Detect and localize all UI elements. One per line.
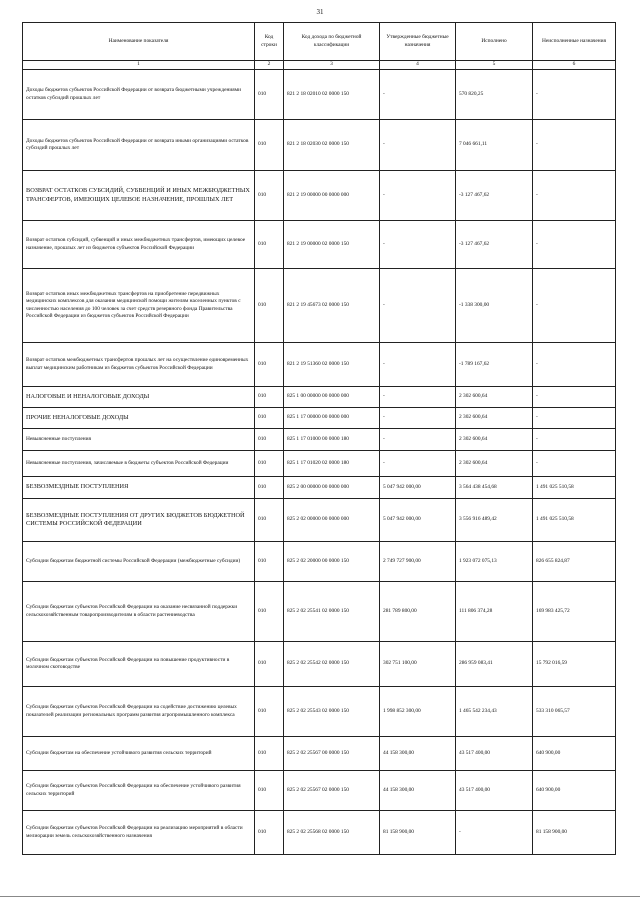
table-row: [23, 771, 616, 811]
row-approved: 1 998 852 300,00: [380, 687, 456, 737]
row-unexecuted: -: [533, 343, 616, 387]
row-line: 010: [255, 811, 284, 855]
table-row: [23, 477, 616, 499]
row-executed: 3 564 438 454,68: [456, 477, 533, 499]
row-approved: -: [380, 387, 456, 408]
page-bottom-divider: [0, 896, 640, 897]
row-line: 010: [255, 171, 284, 221]
row-unexecuted: 640 900,00: [533, 737, 616, 771]
row-line: 010: [255, 771, 284, 811]
row-unexecuted: -: [533, 171, 616, 221]
row-executed: 43 517 400,00: [456, 771, 533, 811]
row-executed: 43 517 400,00: [456, 737, 533, 771]
row-code: 825 2 02 25542 02 0000 150: [284, 642, 380, 687]
row-name: Доходы бюджетов субъектов Российской Федерации от возврата бюджетными учреждениями остатков субсидий прошлых лет: [23, 70, 255, 120]
table-row: [23, 737, 616, 771]
table-row: [23, 343, 616, 387]
row-line: 010: [255, 429, 284, 451]
header-code: Код дохода по бюджетной классификации: [284, 23, 380, 61]
row-code: 821 2 18 02010 02 0000 150: [284, 70, 380, 120]
table-row: [23, 70, 616, 120]
row-line: 010: [255, 451, 284, 477]
row-unexecuted: -: [533, 429, 616, 451]
row-approved: -: [380, 343, 456, 387]
row-code: 821 2 19 00000 00 0000 000: [284, 171, 380, 221]
row-approved: -: [380, 70, 456, 120]
row-executed: -1 789 167,62: [456, 343, 533, 387]
row-unexecuted: 81 158 900,00: [533, 811, 616, 855]
header-unexecuted: Неисполненные назначения: [533, 23, 616, 61]
table-row: [23, 811, 616, 855]
row-name: Субсидии бюджетам бюджетной системы Российской Федерации (межбюджетные субсидии): [23, 542, 255, 582]
row-name: Доходы бюджетов субъектов Российской Федерации от возврата иными организациями остатков субсидий прошлых лет: [23, 120, 255, 171]
row-code: 825 2 02 25543 02 0000 150: [284, 687, 380, 737]
row-executed: -1 338 300,00: [456, 269, 533, 343]
row-name: БЕЗВОЗМЕЗДНЫЕ ПОСТУПЛЕНИЯ: [23, 477, 255, 499]
row-name: Возврат остатков межбюджетных трансфертов прошлых лет на осуществление единовременных выплат медицинским работникам из бюджетов субъектов Российской Федерации: [23, 343, 255, 387]
table-row: [23, 451, 616, 477]
row-unexecuted: -: [533, 120, 616, 171]
row-line: 010: [255, 582, 284, 642]
row-line: 010: [255, 120, 284, 171]
row-name: Субсидии бюджетам субъектов Российской Федерации на содействие достижению целевых показателей реализации региональных программ развития агропромышленного комплекса: [23, 687, 255, 737]
row-executed: 1 923 072 075,13: [456, 542, 533, 582]
row-line: 010: [255, 408, 284, 429]
column-number-row: [23, 61, 616, 70]
row-code: 825 2 02 25568 02 0000 150: [284, 811, 380, 855]
row-executed: 111 806 374,28: [456, 582, 533, 642]
row-line: 010: [255, 687, 284, 737]
row-approved: -: [380, 269, 456, 343]
row-unexecuted: -: [533, 70, 616, 120]
row-unexecuted: 1 491 025 510,58: [533, 499, 616, 542]
row-code: 825 1 17 00000 00 0000 000: [284, 408, 380, 429]
row-unexecuted: 826 655 824,87: [533, 542, 616, 582]
row-name: Возврат остатков иных межбюджетных трансфертов на приобретение передвижных медицинских комплексов для оказания медицинской помощи жителям населенных пунктов с численностью населения до 100 человек за счет средств резервного фонда Правительства Российской Федерации из бюджетов субъектов Российской Федерации: [23, 269, 255, 343]
row-approved: 44 158 300,00: [380, 771, 456, 811]
row-executed: 1 465 542 234,43: [456, 687, 533, 737]
row-line: 010: [255, 221, 284, 269]
row-executed: 3 556 916 489,42: [456, 499, 533, 542]
row-line: 010: [255, 499, 284, 542]
row-unexecuted: -: [533, 408, 616, 429]
row-executed: 2 302 600,64: [456, 387, 533, 408]
col-number: 4: [380, 61, 456, 70]
table-row: [23, 269, 616, 343]
row-executed: 7 046 661,11: [456, 120, 533, 171]
row-code: 825 2 02 20000 00 0000 150: [284, 542, 380, 582]
row-code: 821 2 19 51360 02 0000 150: [284, 343, 380, 387]
table-row: [23, 221, 616, 269]
row-approved: -: [380, 429, 456, 451]
table-row: [23, 120, 616, 171]
row-name: ВОЗВРАТ ОСТАТКОВ СУБСИДИЙ, СУБВЕНЦИЙ И ИНЫХ МЕЖБЮДЖЕТНЫХ ТРАНСФЕРТОВ, ИМЕЮЩИХ ЦЕЛЕВОЕ НАЗНАЧЕНИЕ, ПРОШЛЫХ ЛЕТ: [23, 171, 255, 221]
row-code: 821 2 19 45673 02 0000 150: [284, 269, 380, 343]
row-name: Субсидии бюджетам субъектов Российской Федерации на реализацию мероприятий в области мелиорации земель сельскохозяйственного назначения: [23, 811, 255, 855]
row-code: 825 2 02 00000 00 0000 000: [284, 499, 380, 542]
header-line: Код строки: [255, 23, 284, 61]
row-code: 825 2 00 00000 00 0000 000: [284, 477, 380, 499]
row-line: 010: [255, 269, 284, 343]
row-executed: 570 820,25: [456, 70, 533, 120]
row-name: Субсидии бюджетам на обеспечение устойчивого развития сельских территорий: [23, 737, 255, 771]
row-name: Невыясненные поступления, зачисляемые в бюджеты субъектов Российской Федерации: [23, 451, 255, 477]
row-executed: 286 959 083,41: [456, 642, 533, 687]
row-approved: -: [380, 451, 456, 477]
row-code: 825 1 00 00000 00 0000 000: [284, 387, 380, 408]
row-executed: -3 127 467,62: [456, 221, 533, 269]
table-row: [23, 687, 616, 737]
row-approved: 302 751 100,00: [380, 642, 456, 687]
row-line: 010: [255, 387, 284, 408]
row-code: 821 2 18 02030 02 0000 150: [284, 120, 380, 171]
row-line: 010: [255, 343, 284, 387]
row-approved: 81 158 900,00: [380, 811, 456, 855]
row-code: 825 2 02 25541 02 0000 150: [284, 582, 380, 642]
row-code: 821 2 19 00000 02 0000 150: [284, 221, 380, 269]
row-code: 825 1 17 01020 02 0000 180: [284, 451, 380, 477]
row-unexecuted: -: [533, 221, 616, 269]
row-code: 825 2 02 25567 02 0000 150: [284, 771, 380, 811]
row-approved: -: [380, 120, 456, 171]
row-code: 825 2 02 25567 00 0000 150: [284, 737, 380, 771]
table-row: [23, 171, 616, 221]
row-unexecuted: -: [533, 387, 616, 408]
row-approved: 281 789 800,00: [380, 582, 456, 642]
row-executed: -3 127 467,62: [456, 171, 533, 221]
row-approved: 2 749 727 900,00: [380, 542, 456, 582]
row-unexecuted: 640 900,00: [533, 771, 616, 811]
row-unexecuted: -: [533, 269, 616, 343]
col-number: 5: [456, 61, 533, 70]
table-row: [23, 542, 616, 582]
row-unexecuted: -: [533, 451, 616, 477]
row-unexecuted: 15 792 016,59: [533, 642, 616, 687]
table-row: [23, 429, 616, 451]
row-line: 010: [255, 542, 284, 582]
table-header-row: [23, 23, 616, 61]
col-number: 2: [255, 61, 284, 70]
row-unexecuted: 1 491 025 510,58: [533, 477, 616, 499]
header-name: Наименование показателя: [23, 23, 255, 61]
row-approved: 44 158 300,00: [380, 737, 456, 771]
row-unexecuted: 169 983 425,72: [533, 582, 616, 642]
page-number: 31: [316, 8, 324, 16]
row-executed: -: [456, 811, 533, 855]
col-number: 1: [23, 61, 255, 70]
table-row: [23, 642, 616, 687]
row-name: НАЛОГОВЫЕ И НЕНАЛОГОВЫЕ ДОХОДЫ: [23, 387, 255, 408]
row-name: Невыясненные поступления: [23, 429, 255, 451]
row-executed: 2 302 600,64: [456, 429, 533, 451]
income-table: [22, 22, 616, 855]
row-approved: 5 047 942 000,00: [380, 499, 456, 542]
row-approved: 5 047 942 000,00: [380, 477, 456, 499]
row-executed: 2 302 600,64: [456, 451, 533, 477]
row-name: Возврат остатков субсидий, субвенций и иных межбюджетных трансфертов, имеющих целевое назначение, прошлых лет из бюджетов субъектов Российской Федерации: [23, 221, 255, 269]
table-row: [23, 582, 616, 642]
header-executed: Исполнено: [456, 23, 533, 61]
table-row: [23, 408, 616, 429]
row-line: 010: [255, 477, 284, 499]
row-approved: -: [380, 171, 456, 221]
row-unexecuted: 533 310 065,57: [533, 687, 616, 737]
col-number: 6: [533, 61, 616, 70]
table-row: [23, 499, 616, 542]
row-code: 825 1 17 01000 00 0000 180: [284, 429, 380, 451]
table-row: [23, 387, 616, 408]
row-name: ПРОЧИЕ НЕНАЛОГОВЫЕ ДОХОДЫ: [23, 408, 255, 429]
header-approved: Утвержденные бюджетные назначения: [380, 23, 456, 61]
row-approved: -: [380, 408, 456, 429]
row-name: Субсидии бюджетам субъектов Российской Федерации на повышение продуктивности в молочном скотоводстве: [23, 642, 255, 687]
row-line: 010: [255, 70, 284, 120]
row-name: БЕЗВОЗМЕЗДНЫЕ ПОСТУПЛЕНИЯ ОТ ДРУГИХ БЮДЖЕТОВ БЮДЖЕТНОЙ СИСТЕМЫ РОССИЙСКОЙ ФЕДЕРАЦИИ: [23, 499, 255, 542]
row-executed: 2 302 600,64: [456, 408, 533, 429]
row-name: Субсидии бюджетам субъектов Российской Федерации на обеспечение устойчивого развития сельских территорий: [23, 771, 255, 811]
row-approved: -: [380, 221, 456, 269]
row-line: 010: [255, 737, 284, 771]
row-name: Субсидии бюджетам субъектов Российской Федерации на оказание несвязанной поддержки сельскохозяйственным товаропроизводителям в области растениеводства: [23, 582, 255, 642]
row-line: 010: [255, 642, 284, 687]
col-number: 3: [284, 61, 380, 70]
